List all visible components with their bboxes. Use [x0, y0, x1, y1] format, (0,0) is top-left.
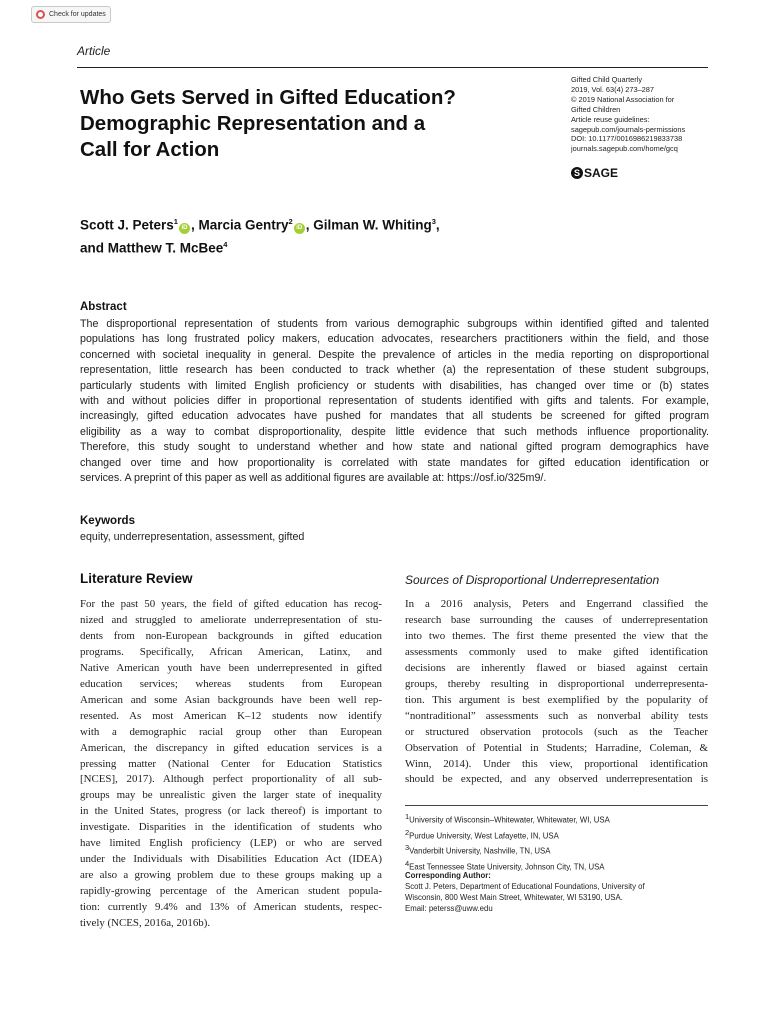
- sources-subheading: Sources of Disproportional Underrepresentation: [405, 573, 660, 587]
- affiliations-block: [405, 811, 708, 873]
- affiliation-marker: 4: [405, 858, 410, 868]
- author-name: Marcia Gentry: [198, 217, 289, 233]
- reuse-guidelines-label: Article reuse guidelines:: [571, 114, 650, 124]
- article-title: [80, 85, 550, 163]
- body-line: tively (NCES, 2016a, 2016b).: [80, 917, 211, 930]
- affiliation-text: Vanderbilt University, Nashville, TN, USA: [409, 846, 551, 856]
- body-line: American, the discrepancy in gifted education services is a: [80, 741, 382, 754]
- journal-info-block: [571, 75, 711, 154]
- body-line: Native American youth have been underrepresented in gifted: [80, 661, 382, 674]
- author-line: [80, 235, 540, 258]
- permissions-link[interactable]: sagepub.com/journals-permissions: [571, 124, 686, 134]
- corresponding-author-line: Wisconsin, 800 West Main Street, Whitewater, WI 53190, USA.: [405, 893, 623, 902]
- abstract-line: Therefore, this study sought to understand whether and how state and national gifted program demographics have: [80, 441, 709, 454]
- copyright-line: Gifted Children: [571, 104, 621, 114]
- article-type-label: Article: [77, 44, 111, 58]
- abstract-line: increasingly, gifted education advocates have pushed for mandates that all students be screened for gifted program: [80, 410, 709, 423]
- affiliation-text: Purdue University, West Lafayette, IN, USA: [409, 831, 559, 841]
- corresponding-author-line: Scott J. Peters, Department of Educational Foundations, University of: [405, 882, 645, 891]
- body-line: nized and struggled to ameliorate underrepresentation of stu-: [80, 613, 382, 626]
- copyright-line: © 2019 National Association for: [571, 94, 675, 104]
- body-line: “nontraditional” assessments such as nonverbal ability tests: [405, 709, 708, 722]
- abstract-line: services. A preprint of this paper as well as additional figures are available at: https://osf.io/325m9/.: [80, 472, 547, 485]
- body-line: pressing matter (National Center for Education Statistics: [80, 757, 382, 770]
- body-line: rapidly-growing percentage of the American student popula-: [80, 885, 382, 898]
- footnote-divider: [405, 805, 708, 806]
- body-line: In a 2016 analysis, Peters and Engerrand classified the: [405, 598, 708, 610]
- author-line: Scott J. Peters$^1$iD , Marcia Gentry$^2$iD , Gilman W. Whiting$^3$,: [80, 217, 440, 233]
- author-name: Scott J. Peters: [80, 217, 174, 233]
- header-divider: [77, 67, 708, 68]
- body-line: groups, thereby resulting in disproportional underrepresenta-: [405, 677, 708, 690]
- body-line: resented. As most American K–12 students now identify: [80, 709, 382, 722]
- corresponding-author-email[interactable]: Email: peterss@uww.edu: [405, 904, 493, 913]
- abstract-line: populations has long frustrated policy makers, education advocates, researchers practitioners within the field, and those: [80, 333, 709, 346]
- affiliation-marker: 2: [288, 217, 293, 226]
- body-line: For the past 50 years, the field of gifted education has recog-: [80, 598, 382, 610]
- author-list: [80, 212, 540, 257]
- abstract-line: changed over time and how proportionality is correlated with state mandates for gifted education identification or: [80, 456, 709, 469]
- abstract-body: [80, 317, 709, 486]
- body-line: are also a growing problem due to these groups making up a: [80, 869, 382, 882]
- body-line: American and some Asian backgrounds have been well rep-: [80, 693, 382, 706]
- body-line: tion: currently 9.4% and 13% of American students, respec-: [80, 901, 382, 914]
- affiliation-item: [405, 842, 708, 858]
- affiliation-item: [405, 811, 708, 827]
- orcid-icon[interactable]: iD: [179, 223, 190, 234]
- literature-review-heading: Literature Review: [80, 571, 193, 586]
- body-line: should be expected, and any observed underrepresentation is: [405, 773, 708, 786]
- affiliation-marker: 2: [405, 827, 410, 837]
- body-line: with a demographic racial group other than European: [80, 725, 382, 738]
- sage-logo-icon: S: [571, 167, 583, 179]
- body-line: research base surrounding the causes of underrepresentation: [405, 613, 708, 626]
- author-name: Gilman W. Whiting: [313, 217, 432, 233]
- body-line: in the United States, progress (or lack thereof) is important to: [80, 805, 382, 818]
- journal-volume: 2019, Vol. 63(4) 273–287: [571, 84, 655, 94]
- body-line: education services; whereas students from European: [80, 677, 382, 690]
- abstract-line: The disproportional representation of students from various demographic subgroups within identified gifted and talented: [80, 318, 709, 330]
- doi-link[interactable]: DOI: 10.1177/0016986219833738: [571, 134, 683, 144]
- abstract-line: eligibility as a way to combat disproportionality, despite little evidence that such methods influence proportionality.: [80, 425, 709, 438]
- body-line: [NCES], 2017). Although perfect proportionality of all sub-: [80, 773, 382, 786]
- affiliation-text: University of Wisconsin–Whitewater, Whitewater, WI, USA: [409, 815, 610, 825]
- journal-home-link[interactable]: journals.sagepub.com/home/gcq: [571, 144, 678, 154]
- body-line: programs. Specifically, African American, Latinx, and: [80, 645, 382, 658]
- body-line: assessments commonly used to make gifted identification: [405, 645, 708, 658]
- body-line: investigate. Disparities in the identification of students who: [80, 821, 382, 834]
- literature-review-body: [80, 597, 382, 932]
- body-line: Observation of Potential in Students; Harradine, Coleman, &: [405, 741, 708, 754]
- keywords-heading: Keywords: [80, 515, 135, 527]
- abstract-line: concerned with societal inequality in general. Despite the prevalence of articles in the media reporting on disproportional: [80, 348, 709, 361]
- title-line: Call for Action: [80, 138, 220, 161]
- body-line: tion. This argument is best exemplified by the popularity of: [405, 693, 708, 706]
- crossmark-icon: [36, 10, 45, 19]
- affiliation-marker: 3: [431, 217, 436, 226]
- affiliation-marker: 1: [173, 217, 178, 226]
- affiliation-marker: 3: [405, 843, 410, 853]
- affiliation-item: [405, 827, 708, 843]
- body-line: dents from non-European backgrounds in gifted education: [80, 629, 382, 642]
- affiliation-marker: 1: [405, 812, 410, 821]
- affiliation-marker: 4: [223, 239, 228, 249]
- body-line: under the Individuals with Disabilities Education Act (IDEA): [80, 853, 382, 866]
- body-line: or structured observation protocols (such as the Teacher: [405, 725, 708, 738]
- sources-body: [405, 597, 708, 788]
- body-line: into two themes. The first theme presented the view that the: [405, 629, 708, 642]
- journal-name: Gifted Child Quarterly: [571, 75, 643, 84]
- affiliation-text: East Tennessee State University, Johnson City, TN, USA: [409, 862, 605, 872]
- title-line: Who Gets Served in Gifted Education?: [80, 86, 456, 109]
- sage-logo: [571, 166, 618, 180]
- orcid-icon[interactable]: iD: [294, 223, 305, 234]
- body-line: groups may be unrealistic given the larger state of inequality: [80, 789, 382, 802]
- author-name: and Matthew T. McBee: [80, 240, 224, 255]
- check-for-updates-button[interactable]: [31, 6, 111, 23]
- keywords-list: equity, underrepresentation, assessment, gifted: [80, 531, 305, 543]
- abstract-line: representation, little research has been conducted to track whether (a) the representation of these student subgroups,: [80, 364, 709, 377]
- body-line: have limited English proficiency (LEP) or who are served: [80, 837, 382, 850]
- check-for-updates-label: Check for updates: [49, 11, 106, 18]
- title-line: Demographic Representation and a: [80, 112, 426, 135]
- abstract-line: particularly students with limited English proficiency or students with disabilities, has changed over time or (b) states: [80, 379, 709, 392]
- corresponding-author-block: [405, 870, 708, 914]
- corresponding-author-label: Corresponding Author:: [405, 871, 491, 880]
- body-line: Winn, 2014). Under this view, proportional identification: [405, 757, 708, 770]
- abstract-line: with and without policies differ in proportional representation of students identified with gifts and talents. For example,: [80, 395, 709, 408]
- sage-logo-text: SAGE: [584, 166, 619, 180]
- abstract-heading: Abstract: [80, 301, 127, 313]
- body-line: decisions are inherently flawed or biased against certain: [405, 661, 708, 674]
